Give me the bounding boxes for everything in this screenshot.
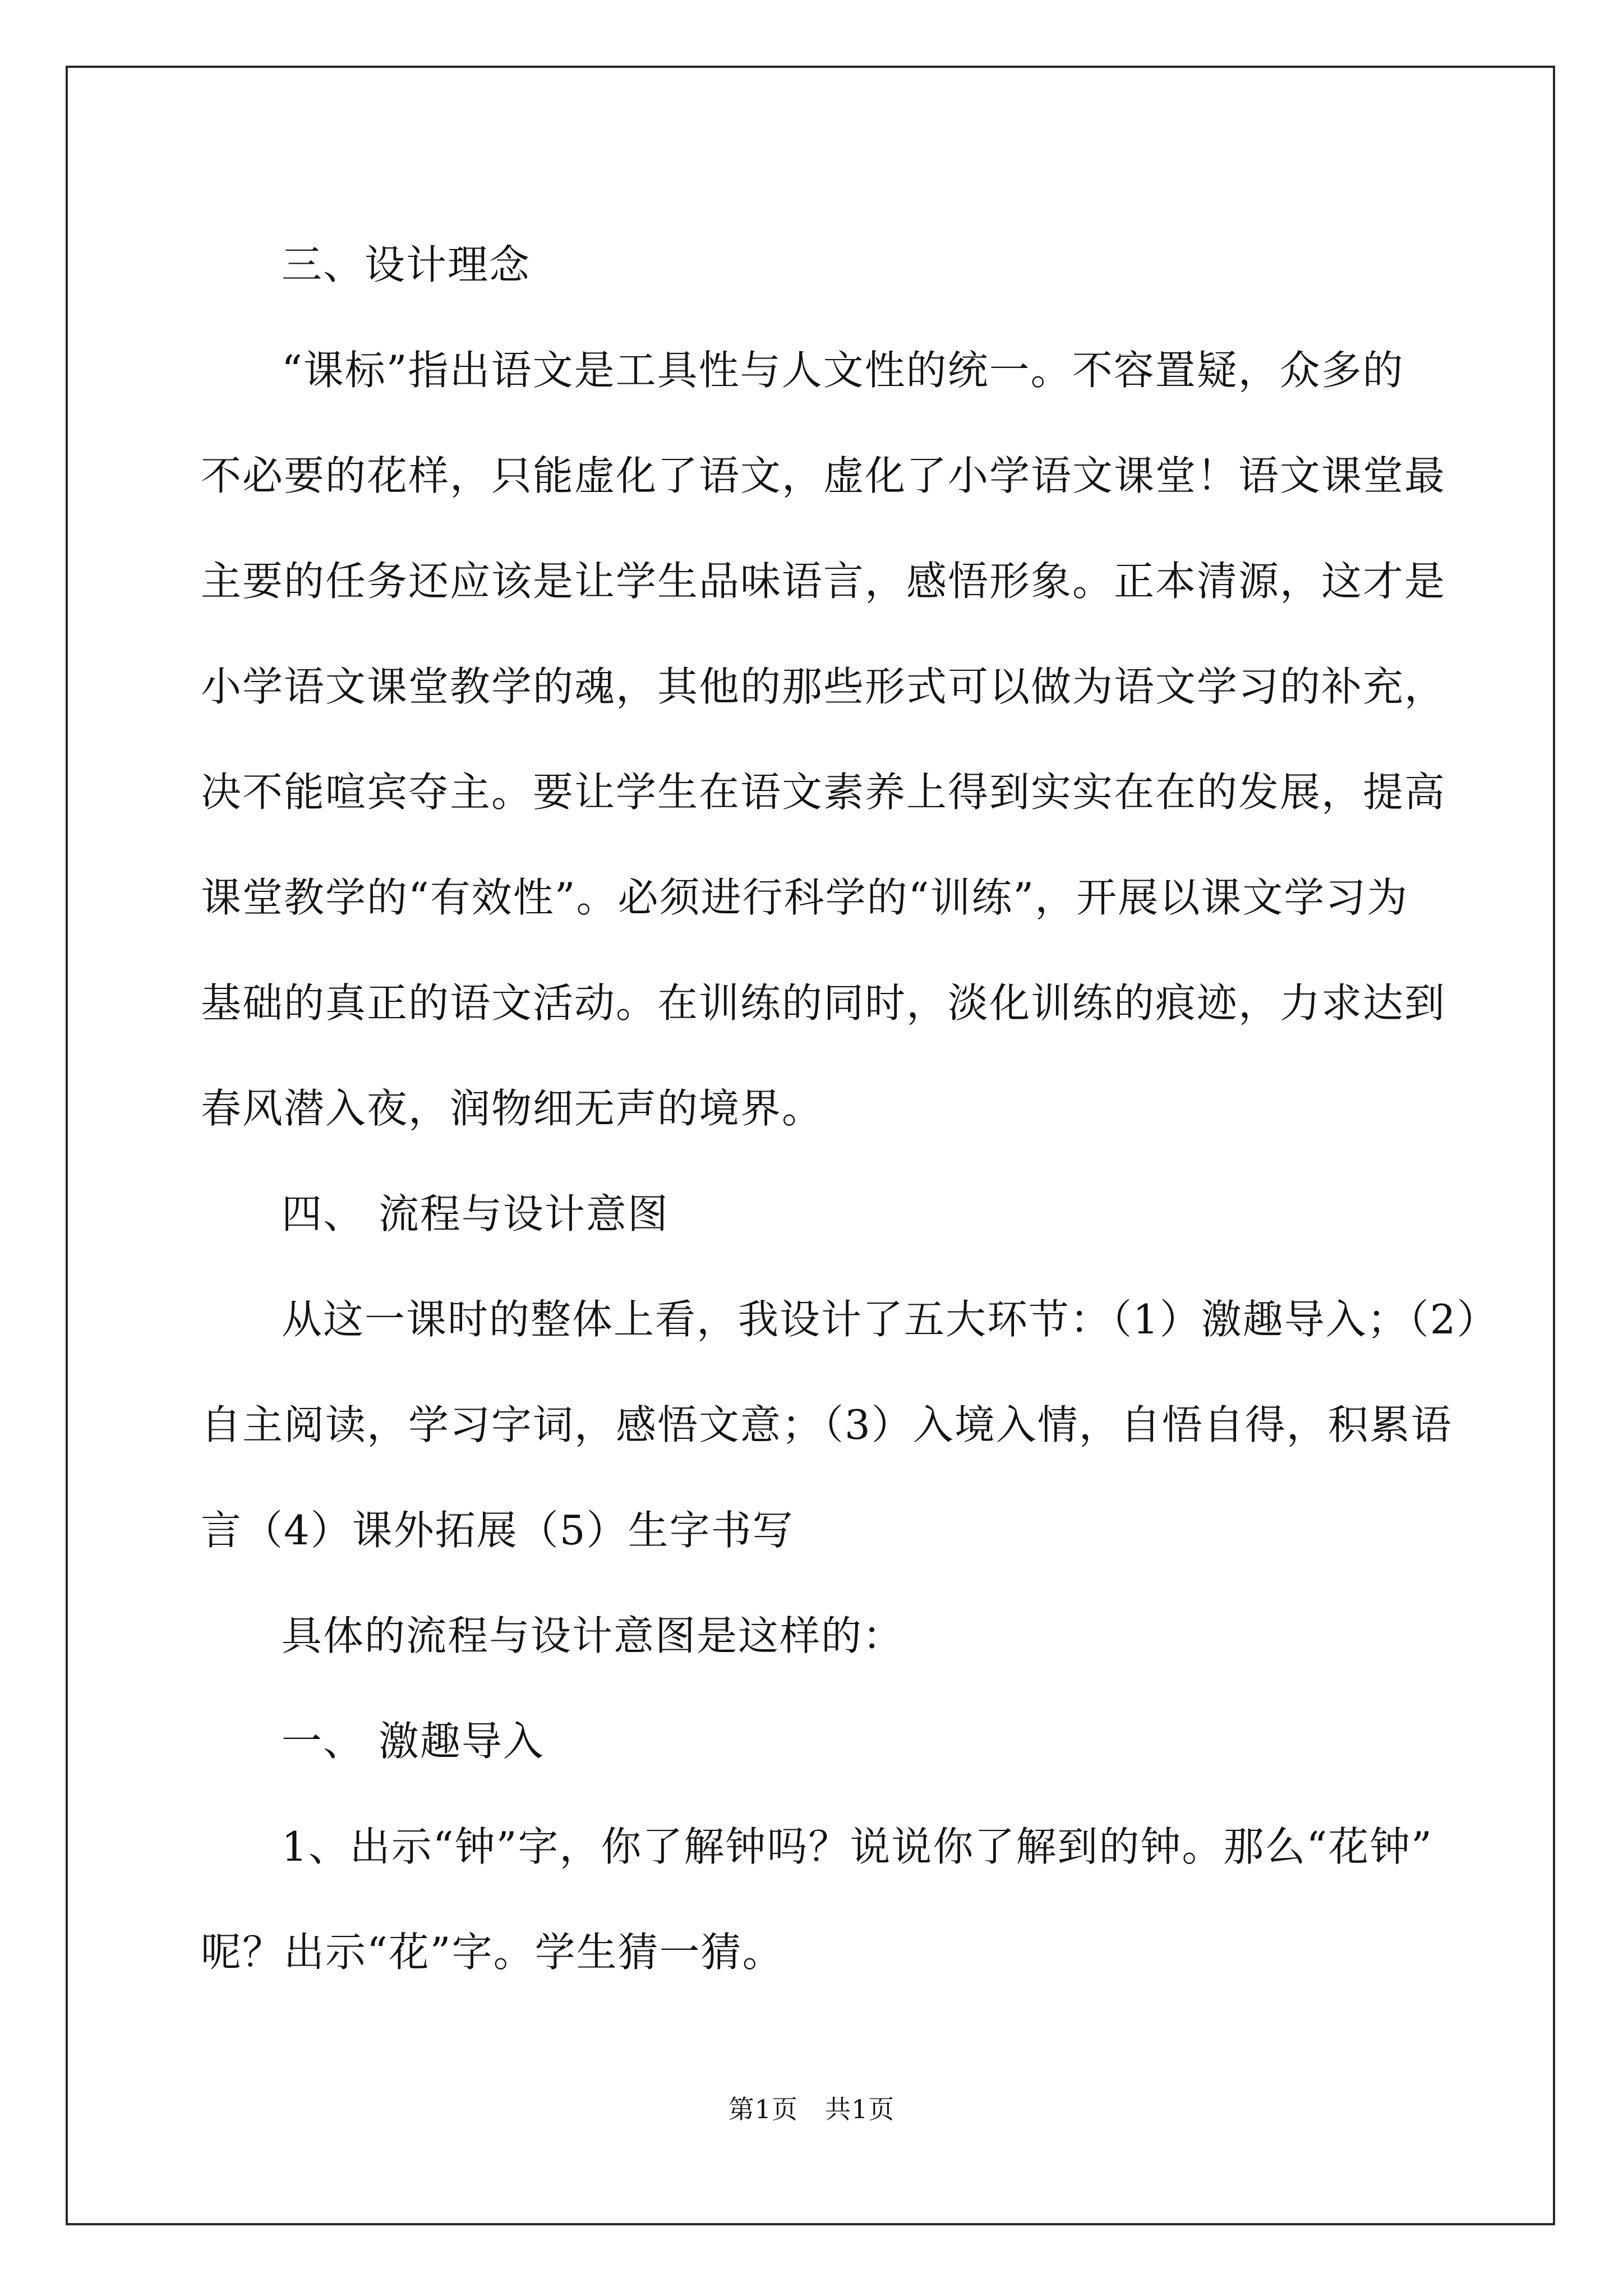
paragraph-line: 课堂教学的“有效性”。必须进行科学的“训练”，开展以课文学习为 <box>201 874 1409 921</box>
paragraph-line: 呢？出示“花”字。学生猜一猜。 <box>201 1929 784 1976</box>
paragraph-line: 春风潜入夜，润物细无声的境界。 <box>201 1085 824 1132</box>
paragraph-line: 言（4）课外拓展（5）生字书写 <box>201 1507 794 1554</box>
section-heading-process: 四、 流程与设计意图 <box>282 1190 669 1237</box>
paragraph-line: 基础的真正的语文活动。在训练的同时，淡化训练的痕迹，力求达到 <box>201 979 1446 1027</box>
page-footer <box>0 2092 1623 2126</box>
paragraph-line: 决不能喧宾夺主。要让学生在语文素养上得到实实在在的发展，提高 <box>201 769 1446 816</box>
document-body <box>201 212 1498 2005</box>
paragraph-line: 从这一课时的整体上看，我设计了五大环节：（1）激趣导入；（2） <box>282 1296 1498 1343</box>
paragraph-line: 自主阅读，学习字词，感悟文意；（3）入境入情，自悟自得，积累语 <box>201 1401 1453 1448</box>
paragraph-line: 小学语文课堂教学的魂，其他的那些形式可以做为语文学习的补充， <box>201 663 1446 710</box>
page-number: 第1页 <box>728 2094 798 2124</box>
total-pages: 共1页 <box>825 2094 895 2124</box>
paragraph-line: 具体的流程与设计意图是这样的： <box>282 1612 905 1659</box>
paragraph-line: 不必要的花样，只能虚化了语文，虚化了小学语文课堂！语文课堂最 <box>201 452 1446 499</box>
section-heading-intro: 一、 激趣导入 <box>282 1718 545 1765</box>
paragraph-line: 主要的任务还应该是让学生品味语言，感悟形象。正本清源，这才是 <box>201 558 1446 605</box>
paragraph-line: 1、出示“钟”字，你了解钟吗？说说你了解到的钟。那么“花钟” <box>282 1823 1433 1870</box>
section-heading-design-concept: 三、设计理念 <box>282 241 531 288</box>
paragraph-line: “课标”指出语文是工具性与人文性的统一。不容置疑，众多的 <box>282 347 1404 394</box>
